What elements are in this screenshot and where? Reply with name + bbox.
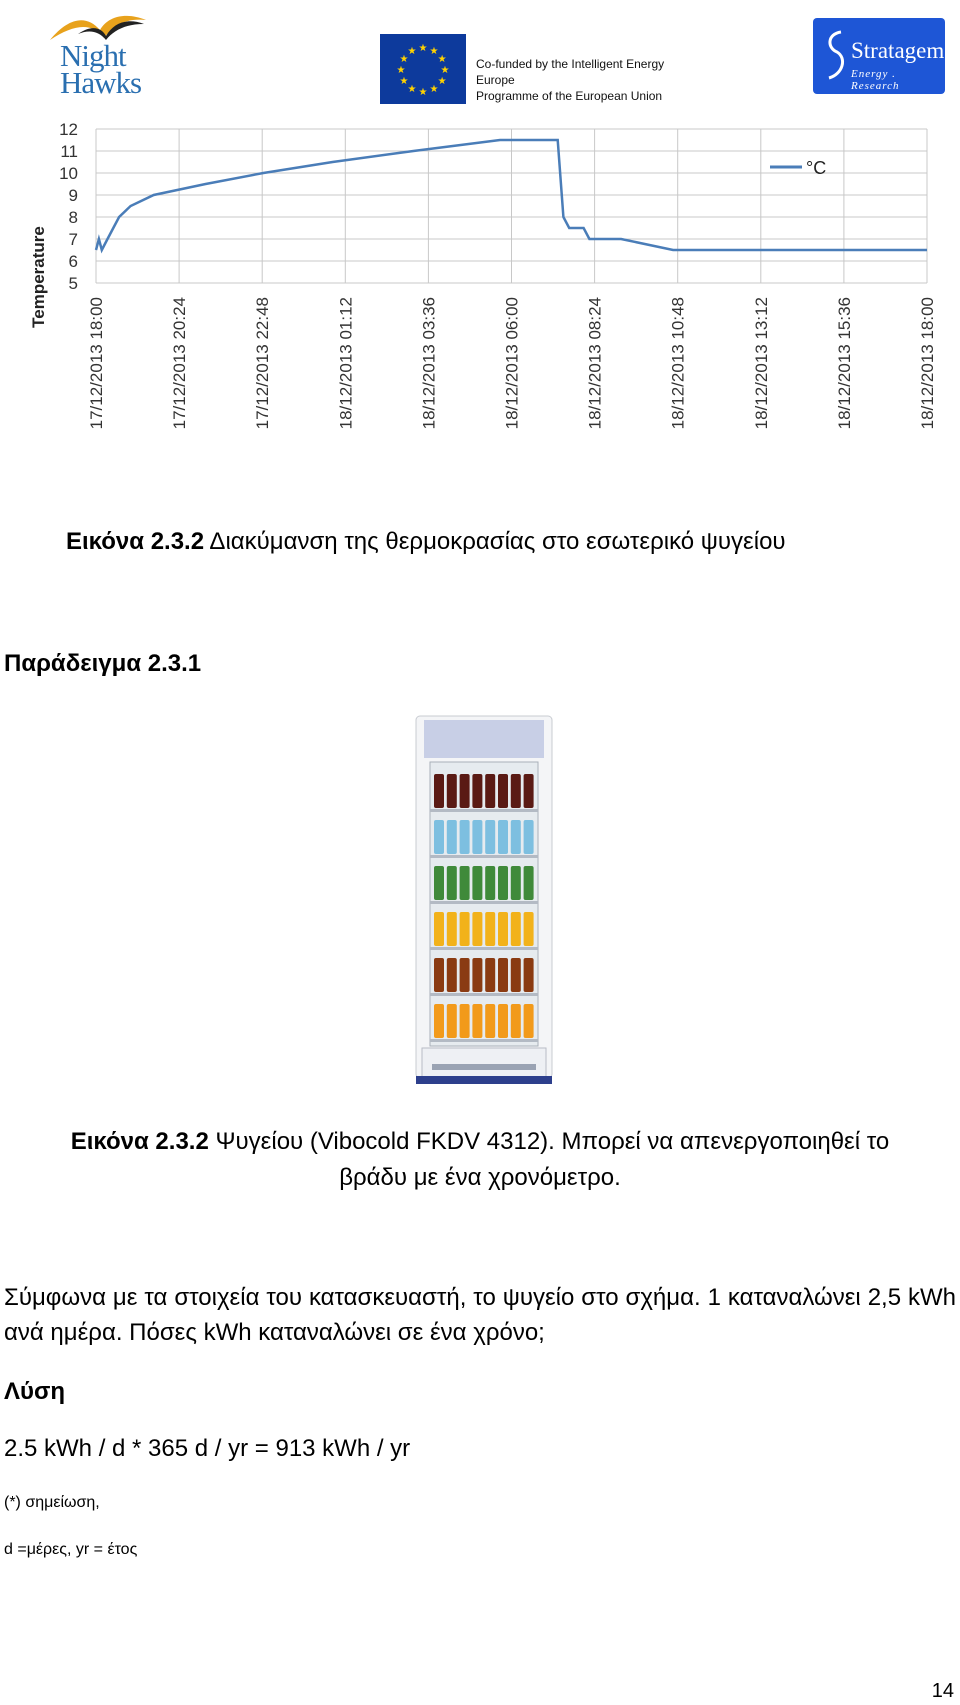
bottle-shape: [485, 774, 495, 808]
eu-star-icon: ★: [429, 45, 439, 57]
bottle-shape: [472, 912, 482, 946]
stratagem-glyph-icon: [821, 28, 849, 84]
bottle-shape: [524, 774, 534, 808]
chart-legend: [770, 158, 826, 178]
eu-star-icon: ★: [437, 54, 447, 65]
bottle-shape: [485, 866, 495, 900]
stratagem-name: Stratagem: [851, 38, 945, 63]
eu-star-icon: ★: [418, 43, 428, 54]
x-tick-label: 17/12/2013 20:24: [170, 297, 190, 430]
y-tick-label: 7: [68, 230, 78, 249]
bottle-shape: [472, 866, 482, 900]
eu-star-icon: ★: [418, 87, 428, 98]
y-axis-label: Temperature: [29, 226, 48, 328]
y-tick-label: 11: [60, 142, 78, 161]
bottle-shape: [447, 912, 457, 946]
y-tick-labels: [59, 120, 78, 293]
shelf: [430, 809, 538, 812]
eu-star-icon: ★: [429, 84, 439, 96]
x-tick-label: 18/12/2013 08:24: [585, 297, 605, 430]
nighthawks-logo: [42, 8, 152, 100]
solution-formula: 2.5 kWh / d * 365 d / yr = 913 kWh / yr: [4, 1435, 411, 1462]
shelf: [430, 1039, 538, 1042]
stratagem-subtitle: Energy . Research: [851, 68, 900, 92]
bottle-shape: [511, 820, 521, 854]
x-tick-label: 18/12/2013 15:36: [834, 297, 854, 430]
x-tick-label: 18/12/2013 03:36: [419, 297, 439, 430]
figure-caption-fridge: [70, 1124, 890, 1196]
bottle-shape: [511, 866, 521, 900]
figure-caption-temperature: [66, 528, 786, 556]
bottle-shape: [447, 958, 457, 992]
bottle-shape: [460, 958, 470, 992]
y-tick-label: 6: [68, 252, 78, 271]
bottle-shape: [460, 1004, 470, 1038]
bottle-shape: [524, 958, 534, 992]
eu-funding-text: [476, 56, 700, 104]
eu-line2: Programme of the European Union: [476, 89, 663, 103]
eu-star-icon: ★: [399, 54, 409, 65]
bottle-shape: [498, 1004, 508, 1038]
bottle-shape: [498, 820, 508, 854]
bottle-shape: [485, 912, 495, 946]
caption-label: Εικόνα 2.3.2: [66, 528, 205, 555]
eu-cofunded-logo: [380, 34, 700, 104]
bottle-shape: [447, 820, 457, 854]
x-tick-label: 18/12/2013 10:48: [668, 297, 688, 430]
bottle-shape: [472, 820, 482, 854]
bottle-shape: [511, 1004, 521, 1038]
fridge-image: [410, 712, 558, 1090]
eu-star-icon: ★: [437, 76, 447, 87]
y-tick-label: 5: [68, 274, 78, 293]
bottle-shape: [498, 774, 508, 808]
bottle-shape: [460, 912, 470, 946]
bottle-shape: [524, 820, 534, 854]
bottle-shape: [524, 1004, 534, 1038]
eu-star-icon: ★: [396, 65, 406, 76]
x-tick-label: 18/12/2013 01:12: [336, 297, 356, 430]
bottle-shape: [524, 866, 534, 900]
bottle-shape: [498, 912, 508, 946]
bottle-shape: [472, 774, 482, 808]
y-tick-label: 8: [68, 208, 78, 227]
bottle-shape: [498, 958, 508, 992]
temperature-chart: [0, 105, 960, 495]
shelf: [430, 993, 538, 996]
y-tick-label: 12: [59, 120, 78, 139]
eu-star-icon: ★: [407, 84, 417, 96]
page-number: 14: [931, 1680, 954, 1702]
bottle-shape: [434, 866, 444, 900]
x-tick-labels: [87, 297, 937, 429]
bottle-shape: [472, 1004, 482, 1038]
x-tick-label: 18/12/2013 13:12: [751, 297, 771, 430]
bottle-shape: [460, 774, 470, 808]
bottle-shape: [511, 774, 521, 808]
bottle-shape: [472, 958, 482, 992]
nighthawks-wordmark: [60, 38, 142, 100]
bottle-shape: [460, 866, 470, 900]
bottle-shape: [485, 958, 495, 992]
y-tick-label: 10: [59, 164, 78, 183]
bottle-shape: [485, 820, 495, 854]
bottle-shape: [447, 1004, 457, 1038]
eu-star-icon: ★: [440, 65, 450, 76]
chart-grid: [96, 129, 927, 283]
note-line-2: d =μέρες, yr = έτος: [4, 1541, 138, 1558]
legend-label: °C: [806, 158, 827, 178]
bottle-shape: [434, 1004, 444, 1038]
solution-heading: Λύση: [4, 1378, 66, 1405]
bottle-shape: [511, 958, 521, 992]
bottle-shape: [434, 958, 444, 992]
nighthawks-line2: Hawks: [60, 65, 142, 100]
bottle-shape: [485, 1004, 495, 1038]
bottle-shape: [434, 820, 444, 854]
bottle-shape: [434, 774, 444, 808]
bottle-shape: [524, 912, 534, 946]
bottle-shape: [498, 866, 508, 900]
bottle-shape: [460, 820, 470, 854]
eu-star-icon: ★: [399, 76, 409, 87]
bottle-shape: [434, 912, 444, 946]
eu-star-icon: ★: [407, 45, 417, 57]
bottle-shape: [447, 774, 457, 808]
note-line-1: (*) σημείωση,: [4, 1494, 100, 1511]
example-heading: Παράδειγμα 2.3.1: [4, 650, 202, 677]
shelf: [430, 947, 538, 950]
problem-paragraph: Σύμφωνα με τα στοιχεία του κατασκευαστή, το ψυγείο στο σχήμα. 1 καταναλώνει 2,5 kWh ανά ημέρα. Πόσες kWh καταναλώνει σε ένα χρόνο;: [4, 1284, 956, 1346]
x-tick-label: 17/12/2013 18:00: [87, 297, 106, 430]
shelf: [430, 855, 538, 858]
eu-line1: Co-funded by the Intelligent Energy Europe: [476, 57, 665, 87]
caption2-text: Ψυγείου (Vibocold FKDV 4312). Μπορεί να απενεργοποιηθεί το βράδυ με ένα χρονόμετρο.: [208, 1128, 890, 1191]
x-tick-label: 17/12/2013 22:48: [253, 297, 273, 430]
x-tick-label: 18/12/2013 18:00: [918, 297, 937, 430]
nighthawks-line1: Night: [60, 38, 126, 73]
caption-text: Διακύμανση της θερμοκρασίας στο εσωτερικό ψυγείου: [204, 528, 786, 555]
y-tick-label: 9: [68, 186, 78, 205]
eu-flag-icon: [380, 34, 466, 104]
bottle-shape: [511, 912, 521, 946]
bottle-shape: [447, 866, 457, 900]
shelf: [430, 901, 538, 904]
x-tick-label: 18/12/2013 06:00: [502, 297, 522, 430]
caption2-label: Εικόνα 2.3.2: [70, 1128, 209, 1155]
stratagem-logo: [813, 18, 945, 94]
